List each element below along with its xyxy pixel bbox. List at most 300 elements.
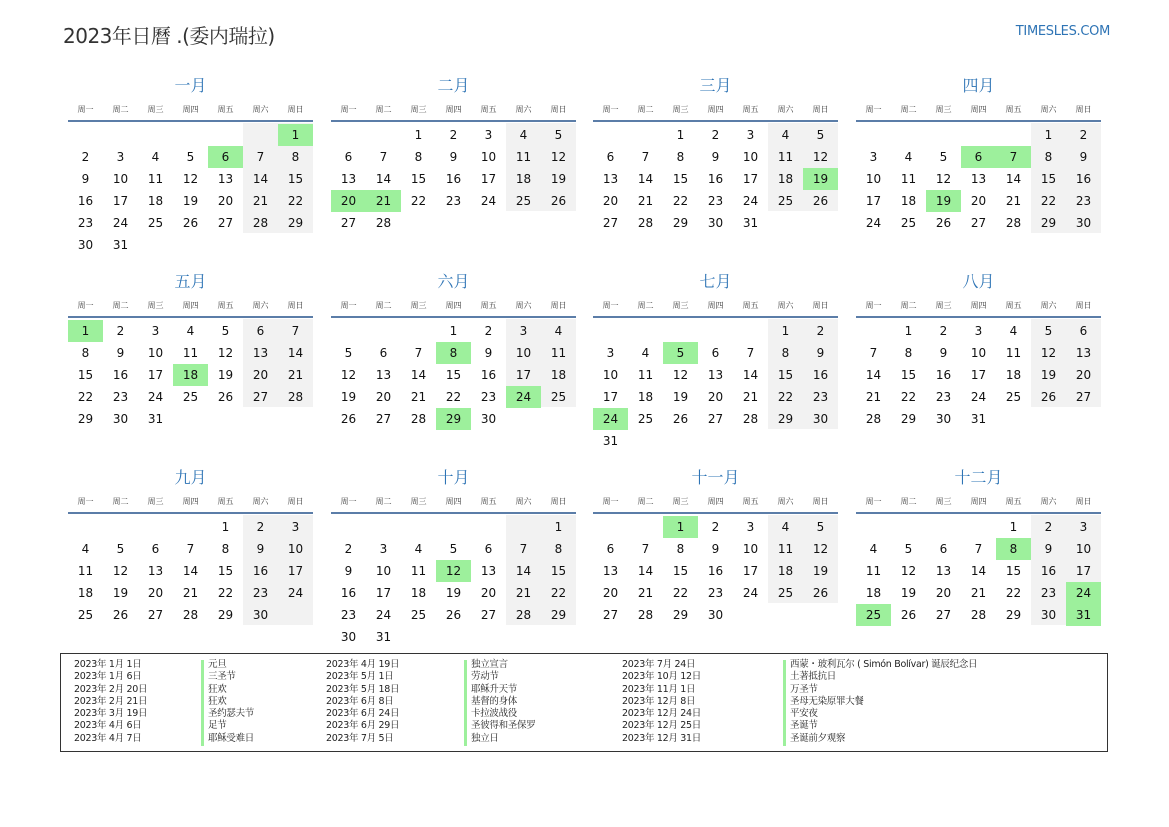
weekday-label: 周一 [602,105,619,114]
day-cell: 29 [672,216,689,230]
weekday-label: 周六 [1040,497,1057,506]
day-cell: 23 [707,586,724,600]
weekday-label: 周日 [1075,497,1092,506]
day-cell: 30 [77,238,94,252]
day-cell: 18 [777,172,794,186]
day-cell: 8 [291,150,300,164]
day-cell: 26 [217,390,234,404]
day-cell: 7 [519,542,528,556]
day-cell: 5 [116,542,125,556]
weekday-label: 周六 [252,497,269,506]
day-cell: 27 [375,412,392,426]
day-cell-holiday: 29 [436,408,471,430]
day-cell: 14 [865,368,882,382]
day-cell: 6 [711,346,720,360]
day-cell: 4 [1009,324,1018,338]
day-cell: 16 [812,368,829,382]
day-cell: 12 [1040,346,1057,360]
day-cell: 24 [287,586,304,600]
day-cell: 28 [637,608,654,622]
day-cell: 31 [147,412,164,426]
legend-name: 圣诞前夕观察 [790,732,846,744]
day-cell: 17 [375,586,392,600]
legend-date: 2023年 7月 24日 [622,659,696,670]
weekday-label: 周日 [1075,105,1092,114]
weekday-label: 周日 [812,105,829,114]
legend-date: 2023年 12月 31日 [622,732,701,744]
day-cell: 7 [291,324,300,338]
day-cell: 3 [869,150,878,164]
day-cell: 11 [77,564,94,578]
day-cell: 13 [217,172,234,186]
day-cell: 14 [637,172,654,186]
day-cell: 6 [939,542,948,556]
legend-name: 独立宣言 [471,659,508,670]
day-cell: 22 [1005,586,1022,600]
weekday-label: 周三 [672,301,689,310]
site-logo[interactable]: TIMESLES.COM [1015,24,1110,39]
day-cell: 6 [379,346,388,360]
day-cell-holiday: 25 [856,604,891,626]
day-cell: 5 [344,346,353,360]
weekday-label: 周日 [550,497,567,506]
day-cell: 20 [707,390,724,404]
weekday-label: 周三 [410,301,427,310]
weekday-label: 周二 [375,497,392,506]
day-cell: 2 [939,324,948,338]
legend-date: 2023年 2月 20日 [74,683,148,695]
day-cell: 16 [77,194,94,208]
day-cell: 4 [781,128,790,142]
weekday-label: 周四 [707,497,724,506]
weekday-label: 周一 [865,301,882,310]
legend-name: 耶稣受难日 [208,732,255,744]
day-cell: 26 [1040,390,1057,404]
day-cell: 24 [112,216,129,230]
day-cell: 7 [414,346,423,360]
day-cell: 4 [904,150,913,164]
weekday-label: 周五 [217,497,234,506]
weekday-label: 周六 [777,105,794,114]
day-cell: 16 [707,172,724,186]
day-cell: 9 [711,150,720,164]
day-cell: 18 [410,586,427,600]
day-cell: 28 [252,216,269,230]
legend-date: 2023年 4月 6日 [74,720,142,732]
month-name: 一月 [174,76,207,95]
day-cell: 4 [869,542,878,556]
day-cell: 4 [519,128,528,142]
day-cell: 1 [1044,128,1053,142]
day-cell: 2 [711,128,720,142]
legend-date: 2023年 12月 8日 [622,695,696,707]
day-cell-holiday: 7 [996,146,1031,168]
day-cell: 11 [777,542,794,556]
day-cell: 15 [217,564,234,578]
weekday-label: 周六 [252,301,269,310]
weekday-label: 周五 [480,497,497,506]
day-cell: 20 [252,368,269,382]
day-cell: 17 [970,368,987,382]
day-cell: 5 [1044,324,1053,338]
day-cell: 7 [641,150,650,164]
day-cell: 14 [1005,172,1022,186]
day-cell: 29 [217,608,234,622]
day-cell: 25 [550,390,567,404]
day-cell: 10 [1075,542,1092,556]
weekday-label: 周二 [112,497,129,506]
weekday-label: 周二 [375,105,392,114]
day-cell: 19 [445,586,462,600]
day-cell: 22 [550,586,567,600]
day-cell: 26 [900,608,917,622]
day-cell-holiday: 31 [1066,604,1101,626]
legend-names-col-3 [790,659,977,745]
day-cell: 10 [515,346,532,360]
day-cell: 7 [746,346,755,360]
day-cell: 3 [291,520,300,534]
day-cell: 17 [287,564,304,578]
weekday-label: 周三 [147,497,164,506]
legend-name: 西蒙・玻利瓦尔 ( Simón Bolívar) 诞辰纪念日 [790,659,978,670]
weekday-label: 周二 [637,301,654,310]
weekday-label: 周四 [182,105,199,114]
day-cell-holiday: 6 [961,146,996,168]
day-cell: 10 [602,368,619,382]
legend-date: 2023年 1月 6日 [74,671,142,683]
legend-name: 足节 [208,720,227,732]
day-cell: 15 [410,172,427,186]
day-cell: 10 [742,542,759,556]
weekday-label: 周四 [970,301,987,310]
day-cell: 12 [340,368,357,382]
weekday-label: 周一 [602,497,619,506]
day-cell: 6 [606,150,615,164]
weekday-label: 周六 [777,301,794,310]
day-cell: 16 [340,586,357,600]
day-cell: 8 [81,346,90,360]
month-name: 三月 [699,76,732,95]
day-cell: 11 [550,346,567,360]
day-cell: 2 [711,520,720,534]
day-cell: 28 [515,608,532,622]
legend-name: 劳动节 [471,671,499,683]
day-cell: 12 [672,368,689,382]
day-cell: 9 [116,346,125,360]
month-name: 八月 [962,272,995,291]
weekday-label: 周六 [515,105,532,114]
day-cell: 16 [1075,172,1092,186]
day-cell: 23 [252,586,269,600]
day-cell: 15 [77,368,94,382]
day-cell: 10 [742,150,759,164]
day-cell: 13 [602,172,619,186]
day-cell: 7 [641,542,650,556]
day-cell: 15 [900,368,917,382]
legend-name: 狂欢 [208,695,227,707]
day-cell: 12 [935,172,952,186]
day-cell: 3 [746,520,755,534]
day-cell: 29 [77,412,94,426]
month-name: 二月 [437,76,470,95]
weekday-label: 周二 [112,105,129,114]
weekday-label: 周一 [865,497,882,506]
day-cell: 17 [602,390,619,404]
legend-date: 2023年 2月 21日 [74,695,148,707]
day-cell: 8 [904,346,913,360]
day-cell: 13 [970,172,987,186]
day-cell-holiday: 5 [663,342,698,364]
day-cell-holiday: 8 [996,538,1031,560]
day-cell: 3 [379,542,388,556]
day-cell: 23 [77,216,94,230]
day-cell: 1 [449,324,458,338]
month-divider [68,120,313,122]
page-title: 2023年日曆 .(委内瑞拉) [63,24,275,48]
day-cell: 9 [1079,150,1088,164]
day-cell: 6 [256,324,265,338]
day-cell: 22 [77,390,94,404]
weekday-label: 周三 [672,105,689,114]
day-cell: 26 [112,608,129,622]
day-cell: 26 [935,216,952,230]
day-cell-holiday: 24 [593,408,628,430]
day-cell: 26 [340,412,357,426]
day-cell: 5 [939,150,948,164]
day-cell: 5 [449,542,458,556]
weekday-label: 周二 [375,301,392,310]
day-cell: 30 [812,412,829,426]
day-cell: 10 [112,172,129,186]
day-cell: 23 [812,390,829,404]
day-cell: 27 [217,216,234,230]
day-cell: 25 [777,586,794,600]
day-cell: 20 [935,586,952,600]
day-cell: 21 [1005,194,1022,208]
day-cell: 28 [410,412,427,426]
holiday-legend [60,653,1108,752]
day-cell: 26 [672,412,689,426]
weekday-label: 周六 [777,497,794,506]
day-cell: 28 [637,216,654,230]
day-cell: 16 [480,368,497,382]
day-cell: 3 [1079,520,1088,534]
day-cell: 31 [742,216,759,230]
day-cell: 24 [742,586,759,600]
day-cell-holiday: 24 [1066,582,1101,604]
day-cell: 18 [550,368,567,382]
weekday-label: 周五 [1005,301,1022,310]
day-cell: 4 [151,150,160,164]
legend-date: 2023年 6月 29日 [326,720,400,732]
day-cell: 27 [970,216,987,230]
day-cell: 26 [812,586,829,600]
day-cell: 28 [1005,216,1022,230]
day-cell: 8 [676,542,685,556]
day-cell: 9 [449,150,458,164]
day-cell: 11 [1005,346,1022,360]
day-cell: 12 [812,542,829,556]
day-cell: 10 [480,150,497,164]
legend-date: 2023年 5月 1日 [326,671,394,683]
day-cell: 19 [812,564,829,578]
day-cell: 13 [1075,346,1092,360]
day-cell: 19 [182,194,199,208]
legend-date: 2023年 4月 7日 [74,732,142,744]
weekday-label: 周三 [935,105,952,114]
day-cell: 4 [186,324,195,338]
month-name: 九月 [174,468,207,487]
weekday-label: 周日 [550,105,567,114]
legend-name: 卡拉波战役 [471,708,518,720]
weekday-label: 周四 [445,497,462,506]
day-cell: 29 [777,412,794,426]
day-cell: 12 [217,346,234,360]
day-cell: 22 [672,194,689,208]
legend-date: 2023年 6月 24日 [326,708,400,720]
legend-date: 2023年 6月 8日 [326,695,394,707]
day-cell: 27 [1075,390,1092,404]
day-cell: 11 [147,172,164,186]
day-cell: 15 [287,172,304,186]
weekday-label: 周一 [77,497,94,506]
day-cell: 17 [742,564,759,578]
month-divider [68,512,313,514]
day-cell: 22 [900,390,917,404]
day-cell-holiday: 12 [436,560,471,582]
legend-name: 万圣节 [790,683,818,695]
day-cell-holiday: 19 [803,168,838,190]
day-cell: 15 [445,368,462,382]
day-cell: 20 [480,586,497,600]
day-cell: 3 [116,150,125,164]
day-cell: 21 [637,586,654,600]
day-cell: 27 [602,608,619,622]
day-cell: 21 [742,390,759,404]
day-cell: 14 [252,172,269,186]
day-cell: 26 [445,608,462,622]
day-cell: 21 [182,586,199,600]
day-cell: 22 [1040,194,1057,208]
day-cell: 21 [410,390,427,404]
day-cell: 12 [550,150,567,164]
day-cell: 28 [970,608,987,622]
day-cell: 6 [606,542,615,556]
day-cell: 4 [781,520,790,534]
day-cell: 4 [81,542,90,556]
day-cell: 21 [515,586,532,600]
day-cell: 27 [252,390,269,404]
day-cell: 25 [1005,390,1022,404]
weekday-label: 周三 [672,497,689,506]
legend-name: 基督的身体 [471,695,518,707]
day-cell: 25 [900,216,917,230]
day-cell: 22 [672,586,689,600]
legend-date: 2023年 11月 1日 [622,683,696,695]
day-cell: 11 [865,564,882,578]
legend-date: 2023年 4月 19日 [326,659,400,670]
weekday-label: 周四 [970,105,987,114]
legend-date: 2023年 7月 5日 [326,732,394,744]
legend-date: 2023年 12月 25日 [622,720,701,732]
day-cell: 14 [410,368,427,382]
day-cell: 16 [112,368,129,382]
weekday-label: 周五 [1005,497,1022,506]
day-cell-holiday: 21 [366,190,401,212]
weekday-label: 周一 [340,105,357,114]
day-cell: 19 [217,368,234,382]
weekday-label: 周一 [865,105,882,114]
day-cell: 17 [480,172,497,186]
day-cell: 20 [217,194,234,208]
day-cell: 18 [900,194,917,208]
day-cell: 19 [1040,368,1057,382]
day-cell: 26 [550,194,567,208]
day-cell: 19 [112,586,129,600]
day-cell: 2 [344,542,353,556]
day-cell-holiday: 1 [68,320,103,342]
legend-marker [783,660,786,746]
day-cell: 30 [707,608,724,622]
month-name: 五月 [174,272,207,291]
month-divider [856,120,1101,122]
day-cell: 6 [344,150,353,164]
day-cell: 8 [781,346,790,360]
month-name: 七月 [699,272,732,291]
day-cell: 24 [147,390,164,404]
weekday-label: 周一 [340,497,357,506]
day-cell: 31 [970,412,987,426]
day-cell: 13 [147,564,164,578]
day-cell: 25 [147,216,164,230]
weekday-label: 周六 [252,105,269,114]
day-cell: 14 [515,564,532,578]
weekday-label: 周日 [550,301,567,310]
day-cell: 1 [904,324,913,338]
weekday-label: 周三 [147,105,164,114]
day-cell: 2 [1044,520,1053,534]
day-cell: 17 [112,194,129,208]
day-cell-holiday: 1 [278,124,313,146]
day-cell: 27 [707,412,724,426]
day-cell: 4 [414,542,423,556]
day-cell-holiday: 1 [663,516,698,538]
day-cell: 23 [112,390,129,404]
day-cell: 27 [935,608,952,622]
day-cell: 7 [379,150,388,164]
weekday-label: 周日 [287,497,304,506]
weekday-label: 周四 [182,497,199,506]
day-cell: 10 [970,346,987,360]
day-cell: 1 [554,520,563,534]
day-cell: 25 [77,608,94,622]
weekday-label: 周一 [602,301,619,310]
day-cell: 21 [252,194,269,208]
day-cell: 12 [182,172,199,186]
weekday-label: 周二 [637,497,654,506]
weekday-label: 周五 [742,301,759,310]
day-cell: 15 [550,564,567,578]
day-cell-holiday: 6 [208,146,243,168]
day-cell: 18 [1005,368,1022,382]
month-divider [593,512,838,514]
day-cell: 2 [816,324,825,338]
legend-names-col-1 [208,659,254,745]
day-cell: 27 [480,608,497,622]
day-cell: 3 [151,324,160,338]
day-cell: 6 [151,542,160,556]
legend-date: 2023年 12月 24日 [622,708,701,720]
